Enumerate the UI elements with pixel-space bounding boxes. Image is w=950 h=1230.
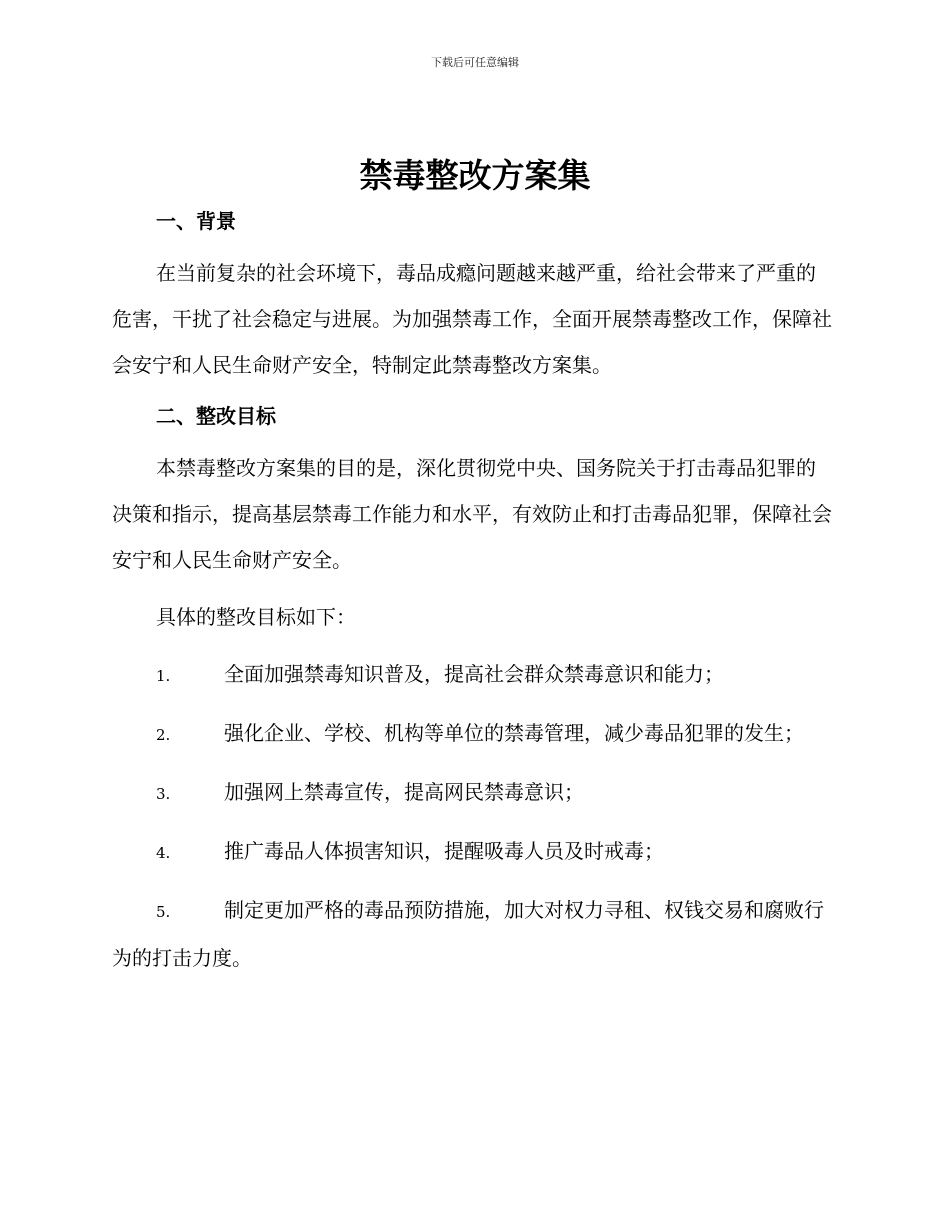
list-item-number: 1. [156,667,171,685]
list-item [112,887,834,981]
list-item [112,710,834,758]
document-body [112,204,834,992]
goals-intro: 具体的整改目标如下： [156,605,356,629]
list-item-text: 强化企业、学校、机构等单位的禁毒管理，减少毒品犯罪的发生； [224,721,804,745]
list-item [112,828,834,876]
list-item-text: 加强网上禁毒宣传，提高网民禁毒意识； [224,780,584,804]
background-paragraph: 在当前复杂的社会环境下，毒品成瘾问题越来越严重，给社会带来了严重的危害，干扰了社会稳定与进展。为加强禁毒工作，全面开展禁毒整改工作，保障社会安宁和人民生命财产安全，特制定此禁毒整改方案集。 [112,261,832,377]
page-header-note: 下载后可任意编辑 [431,56,519,69]
document-title: 禁毒整改方案集 [359,156,591,195]
list-item-text: 全面加强禁毒知识普及，提高社会群众禁毒意识和能力； [224,662,724,686]
list-item-number: 5. [156,903,171,921]
list-item-number: 2. [156,726,171,744]
list-item [112,769,834,817]
list-item [112,651,834,699]
list-item-number: 3. [156,785,171,803]
list-item-text: 制定更加严格的毒品预防措施，加大对权力寻租、权钱交易和腐败行为的打击力度。 [112,898,824,970]
goals-paragraph: 本禁毒整改方案集的目的是，深化贯彻党中央、国务院关于打击毒品犯罪的决策和指示，提高基层禁毒工作能力和水平，有效防止和打击毒品犯罪，保障社会安宁和人民生命财产安全。 [112,456,832,572]
list-item-number: 4. [156,844,171,862]
section-heading-goals: 二、整改目标 [156,404,276,428]
list-item-text: 推广毒品人体损害知识，提醒吸毒人员及时戒毒； [224,839,664,863]
section-heading-background: 一、背景 [156,209,236,233]
